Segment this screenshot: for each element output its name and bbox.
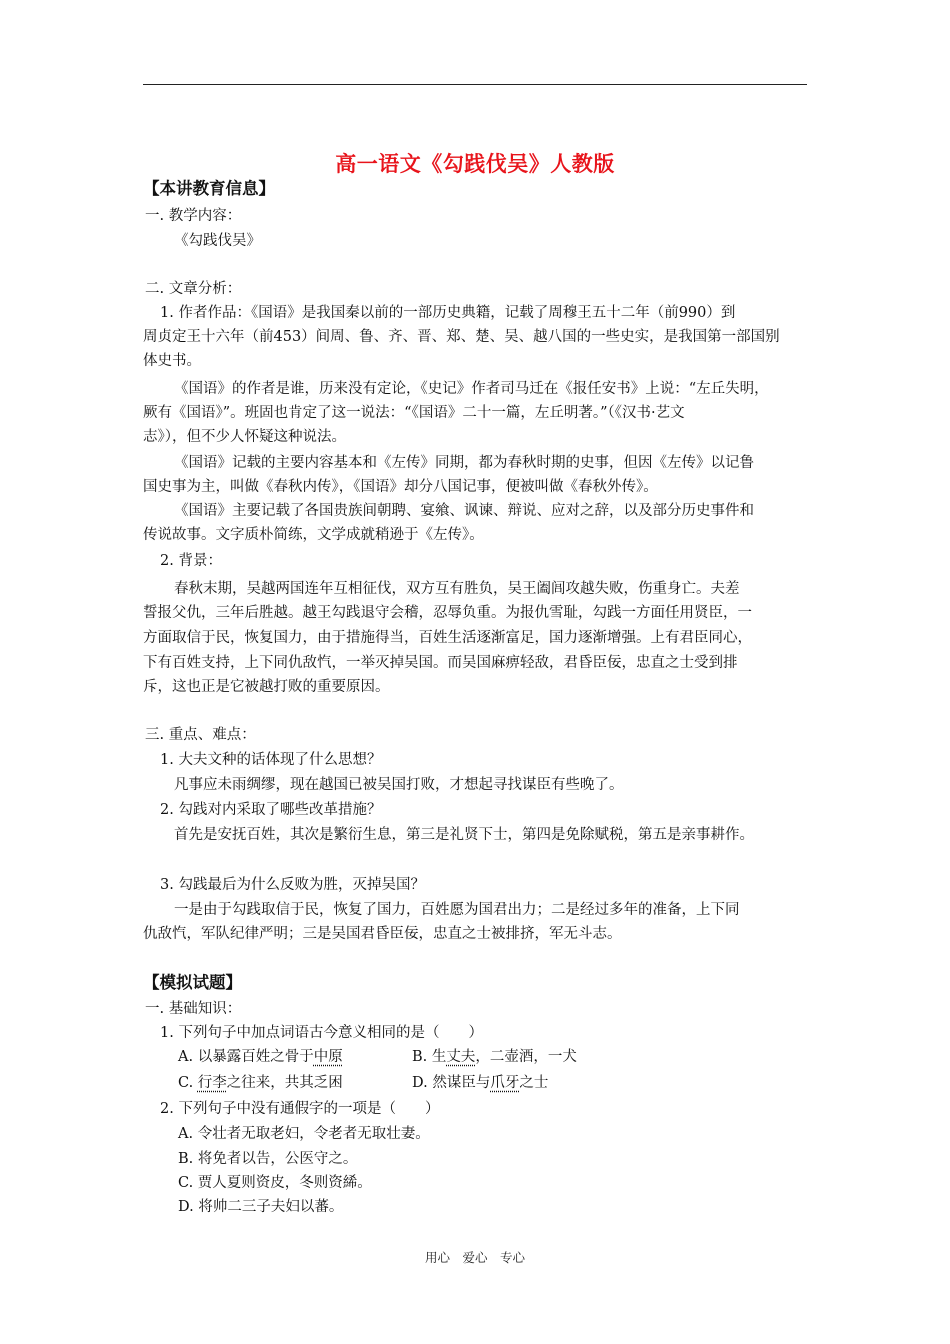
paragraph-line: 方面取信于民，恢复国力，由于措施得当，百姓生活逐渐富足，国力逐渐增强。上有君臣同心， (143, 630, 752, 646)
answer-line: 一是由于勾践取信于民，恢复了国力，百姓愿为国君出力；二是经过多年的准备，上下同 (174, 902, 740, 918)
option-d: D. 然谋臣与爪牙之士 (412, 1075, 549, 1091)
dotted-word: 爪牙 (490, 1075, 520, 1091)
exam-question: 1. 下列句子中加点词语古今意义相同的是（ ） (160, 1025, 483, 1041)
section-heading-exam: 【模拟试题】 (143, 973, 242, 992)
option-a: A. 令壮者无取老妇，令老者无取壮妻。 (178, 1126, 430, 1142)
answer-line: 仇敌忾，军队纪律严明；三是吴国君昏臣佞，忠直之士被排挤，军无斗志。 (143, 926, 622, 942)
teach-heading: 一. 教学内容： (145, 208, 242, 224)
analysis-heading: 二. 文章分析： (145, 281, 242, 297)
paragraph-line: 《国语》主要记载了各国贵族间朝聘、宴飨、讽谏、辩说、应对之辞，以及部分历史事件和 (174, 503, 754, 519)
paragraph-line: 《国语》记载的主要内容基本和《左传》同期，都为春秋时期的史事，但因《左传》以记鲁 (174, 455, 754, 471)
header-rule (143, 84, 807, 85)
page-footer: 用心 爱心 专心 (424, 1250, 525, 1265)
dotted-word: 中原 (313, 1049, 343, 1065)
option-b: B. 生丈夫，二壶酒，一犬 (412, 1049, 577, 1065)
option-d: D. 将帅二三子夫妇以蕃。 (178, 1199, 344, 1215)
paragraph-line: 下有百姓支持，上下同仇敌忾，一举灭掉吴国。而吴国麻痹轻敌，君昏臣佞，忠直之士受到排 (143, 655, 738, 671)
section-heading-info: 【本讲教育信息】 (143, 179, 275, 198)
teach-content: 《勾践伐吴》 (174, 233, 261, 249)
background-heading: 2. 背景： (160, 553, 222, 569)
paragraph-line: 志》），但不少人怀疑这种说法。 (143, 429, 346, 445)
paragraph-line: 春秋末期，吴越两国连年互相征伐，双方互有胜负，吴王阖闾攻越失败，伤重身亡。夫差 (174, 581, 740, 597)
answer-line: 首先是安抚百姓，其次是繁衍生息，第三是礼贤下士，第四是免除赋税，第五是亲事耕作。 (174, 827, 754, 843)
paragraph-line: 厥有《国语》”。班固也肯定了这一说法：“《国语》二十一篇，左丘明著。”（《汉书·艺文 (143, 405, 685, 421)
paragraph-line: 誓报父仇，三年后胜越。越王勾践退守会稽，忍辱负重。为报仇雪耻，勾践一方面任用贤臣，一 (143, 605, 752, 621)
key-points-heading: 三. 重点、难点： (145, 727, 256, 743)
paragraph-line: 《国语》的作者是谁，历来没有定论，《史记》作者司马迁在《报任安书》上说：“左丘失明， (174, 381, 769, 397)
question-line: 3. 勾践最后为什么反败为胜，灭掉吴国？ (160, 877, 425, 893)
option-c: C. 行李之往来，共其乏困 (178, 1075, 343, 1091)
question-line: 2. 勾践对内采取了哪些改革措施？ (160, 802, 382, 818)
paragraph-line: 国史事为主，叫做《春秋内传》，《国语》却分八国记事，便被叫做《春秋外传》。 (143, 479, 658, 495)
question-line: 1. 大夫文种的话体现了什么思想？ (160, 752, 382, 768)
option-a: A. 以暴露百姓之骨于中原 (178, 1049, 343, 1065)
paragraph-line: 体史书。 (143, 353, 201, 369)
dotted-word: 丈夫 (446, 1049, 476, 1065)
document-title: 高一语文《勾践伐吴》人教版 (335, 152, 615, 176)
paragraph-line: 1. 作者作品：《国语》是我国秦以前的一部历史典籍，记载了周穆王五十二年（前990）到 (160, 305, 736, 321)
paragraph-line: 斥，这也正是它被越打败的重要原因。 (143, 679, 390, 695)
paragraph-line: 传说故事。文字质朴简练，文学成就稍逊于《左传》。 (143, 527, 484, 543)
exam-question: 2. 下列句子中没有通假字的一项是（ ） (160, 1101, 440, 1117)
answer-line: 凡事应未雨绸缪，现在越国已被吴国打败，才想起寻找谋臣有些晚了。 (174, 777, 624, 793)
option-b: B. 将免者以告，公医守之。 (178, 1151, 358, 1167)
option-c: C. 贾人夏则资皮，冬则资絺。 (178, 1175, 372, 1191)
basic-knowledge-heading: 一. 基础知识： (145, 1001, 242, 1017)
dotted-word: 行李 (197, 1075, 227, 1091)
paragraph-line: 周贞定王十六年（前453）间周、鲁、齐、晋、郑、楚、吴、越八国的一些史实，是我国第一部国别 (143, 329, 780, 345)
